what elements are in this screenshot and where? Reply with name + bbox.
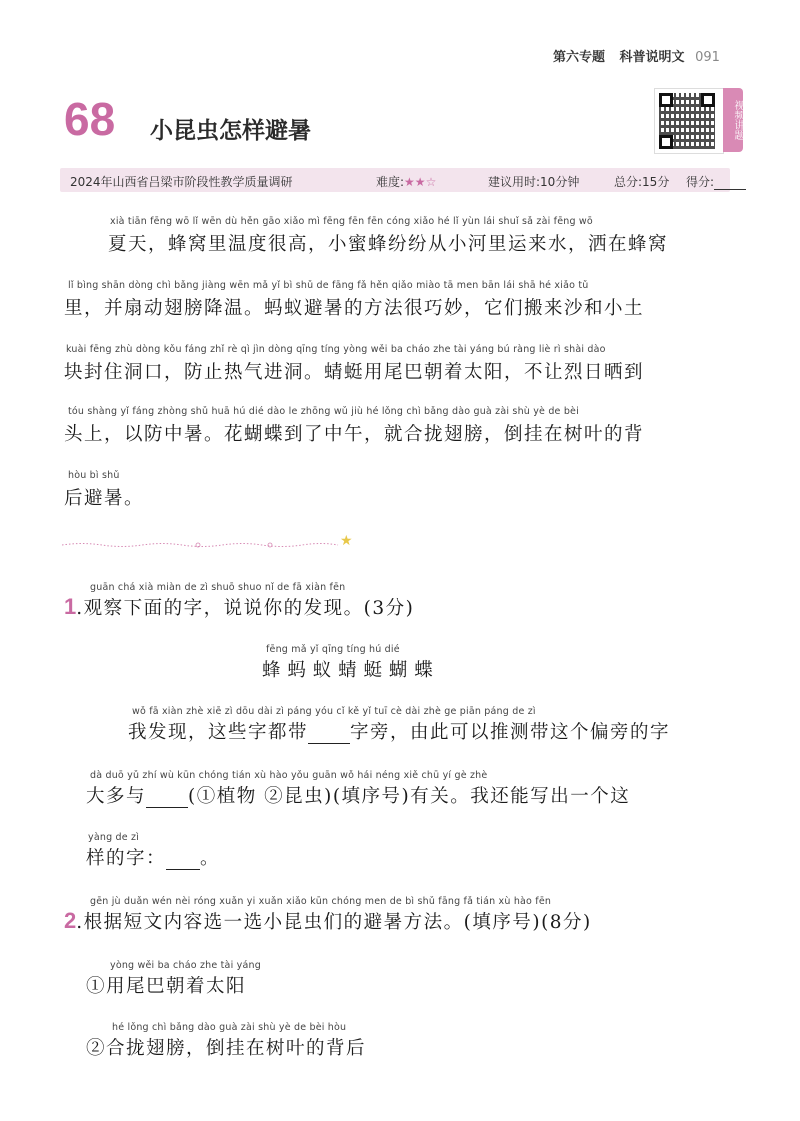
option-1: ①用尾巴朝着太阳 [86,976,247,997]
question-1-sentence-2 [86,782,630,808]
total-score: 总分:15分 [614,175,670,189]
pinyin: xià tiān fēng wō lǐ wēn dù hěn gāo xiǎo mì fēng fēn fēn cóng xiǎo hé lǐ yùn lái shuǐ sǎ zài fēng wō [110,216,593,227]
qr-finder [659,135,673,149]
info-bar [60,168,730,192]
divider [62,540,352,548]
qr-finder [701,93,715,107]
option-2: ②合拢翅膀，倒挂在树叶的背后 [86,1038,367,1059]
question-number: 2 [64,908,77,933]
page-number: 091 [695,50,720,65]
passage-text: 里，并扇动翅膀降温。蚂蚁避暑的方法很巧妙，它们搬来沙和小土 [64,298,645,319]
qr-code[interactable] [654,88,724,154]
question-1-line [64,594,414,620]
pinyin: gēn jù duǎn wén nèi róng xuǎn yi xuǎn xiǎo kūn chóng men de bì shǔ fāng fǎ tián xù hào fēn [90,896,552,907]
category-label: 科普说明文 [619,50,685,65]
video-explain-tag[interactable]: 视频讲题 [723,88,743,152]
sentence-text: 。 [200,848,221,869]
suggested-time: 建议用时:10分钟 [488,175,580,189]
score-label: 得分: [686,175,715,189]
insect-characters: 蜂 蚂 蚁 蜻 蜓 蝴 蝶 [262,660,434,681]
pinyin: dà duō yǔ zhí wù kūn chóng tián xù hào yǒu guān wǒ hái néng xiě chū yí gè zhè [90,770,488,781]
pinyin: yàng de zì [88,832,140,843]
qr-finder [659,93,673,107]
pinyin: wǒ fā xiàn zhè xiē zì dōu dài zì páng yóu cǐ kě yǐ tuī cè dài zhè ge piān páng de zì [132,706,536,717]
difficulty-label: 难度: [376,175,405,189]
pinyin: tóu shàng yǐ fáng zhòng shǔ huā hú dié dào le zhōng wǔ jiù hé lǒng chì bǎng dào guà zài shù yè de bèi [68,406,579,417]
score-field [686,173,746,190]
lesson-title: 小昆虫怎样避暑 [150,117,311,144]
passage-text: 块封住洞口，防止热气进洞。蜻蜓用尾巴朝着太阳，不让烈日晒到 [64,362,645,383]
sentence-text: 我发现，这些字都带 [128,722,309,743]
source-text: 2024年山西省吕梁市阶段性教学质量调研 [70,175,293,189]
sentence-text: 大多与 [86,786,147,807]
passage-text: 夏天，蜂窝里温度很高，小蜜蜂纷纷从小河里运来水，洒在蜂窝 [108,234,669,255]
lesson-number: 68 [64,93,116,145]
sentence-text: (①植物 ②昆虫)(填序号)有关。我还能写出一个这 [188,786,631,807]
passage-text: 后避暑。 [64,488,145,509]
pinyin: hé lǒng chì bǎng dào guà zài shù yè de bèi hòu [112,1022,347,1033]
question-1-sentence-3 [86,844,220,870]
pinyin: guān chá xià miàn de zì shuō shuo nǐ de fā xiàn fēn [90,582,346,593]
difficulty [376,173,436,190]
pinyin: fēng mǎ yǐ qīng tíng hú dié [266,644,400,655]
sentence-text: 字旁，由此可以推测带这个偏旁的字 [350,722,671,743]
difficulty-stars: ★★☆ [404,175,437,189]
answer-blank[interactable] [166,851,200,870]
pinyin: lǐ bìng shān dòng chì bǎng jiàng wēn mǎ yǐ bì shǔ de fāng fǎ hěn qiǎo miào tā men bān lái shā hé xiǎo tǔ [68,280,589,291]
pinyin: yòng wěi ba cháo zhe tài yáng [110,960,261,971]
section-label: 第六专题 [553,50,606,65]
question-number: 1 [64,594,77,619]
question-2-line [64,908,592,934]
score-blank[interactable] [714,177,746,190]
answer-blank[interactable] [146,789,188,808]
passage-text: 头上，以防中暑。花蝴蝶到了中午，就合拢翅膀，倒挂在树叶的背 [64,424,645,445]
running-header [553,46,720,65]
star-icon: ★ [340,533,353,549]
pinyin: kuài fēng zhù dòng kǒu fáng zhǐ rè qì jìn dòng qīng tíng yòng wěi ba cháo zhe tài yáng bú ràng liè rì shài dào [66,344,606,355]
question-1-text: .观察下面的字，说说你的发现。(3分) [76,598,415,619]
pinyin: hòu bì shǔ [68,470,120,481]
answer-blank[interactable] [308,725,350,744]
question-1-sentence-1 [128,718,670,744]
question-2-text: .根据短文内容选一选小昆虫们的避暑方法。(填序号)(8分) [76,912,592,933]
sentence-text: 样的字： [86,848,167,869]
dotted-wave-line [62,540,352,550]
